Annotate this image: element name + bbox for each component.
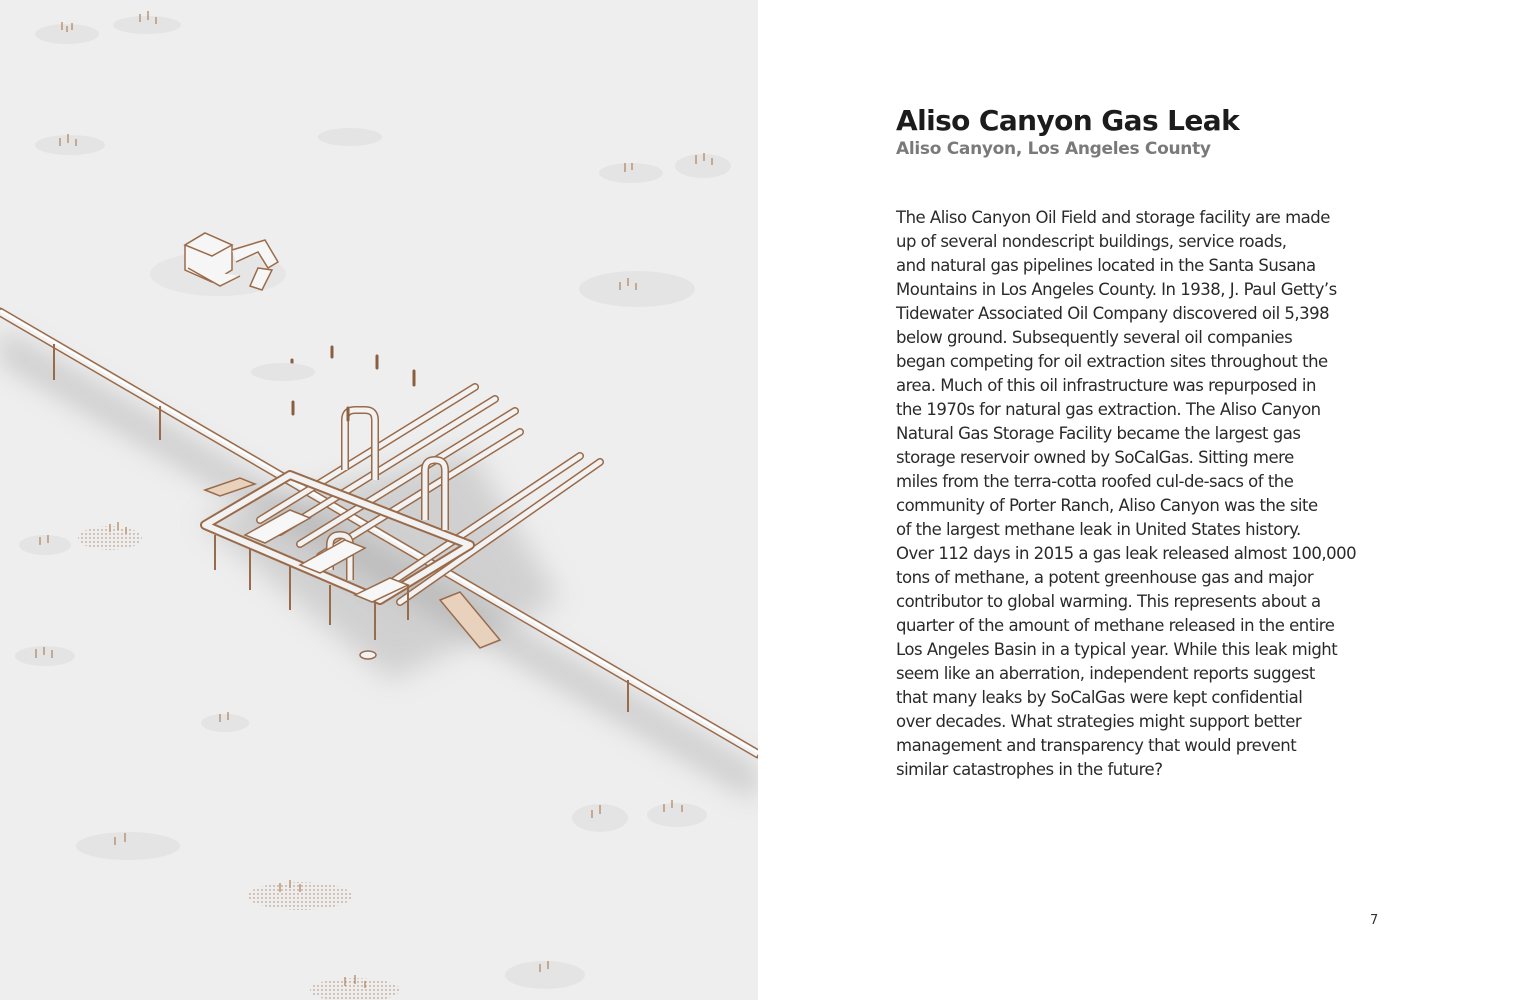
- body-line: Los Angeles Basin in a typical year. While this leak might: [896, 640, 1338, 659]
- body-line: community of Porter Ranch, Aliso Canyon was the site: [896, 496, 1318, 515]
- body-line: contributor to global warming. This represents about a: [896, 592, 1321, 611]
- body-line: quarter of the amount of methane released in the entire: [896, 616, 1335, 635]
- isometric-pipeline-illustration: [0, 0, 758, 1000]
- body-line: seem like an aberration, independent reports suggest: [896, 664, 1315, 683]
- body-line: and natural gas pipelines located in the Santa Susana: [896, 256, 1316, 275]
- excavator-icon: [150, 233, 286, 296]
- body-line: similar catastrophes in the future?: [896, 760, 1163, 779]
- page-title: Aliso Canyon Gas Leak: [896, 104, 1240, 137]
- body-line: Tidewater Associated Oil Company discovered oil 5,398: [896, 304, 1330, 323]
- body-line: up of several nondescript buildings, service roads,: [896, 232, 1287, 251]
- body-line: the 1970s for natural gas extraction. The Aliso Canyon: [896, 400, 1321, 419]
- body-line: Natural Gas Storage Facility became the largest gas: [896, 424, 1301, 443]
- body-line: tons of methane, a potent greenhouse gas and major: [896, 568, 1314, 587]
- body-line: area. Much of this oil infrastructure was repurposed in: [896, 376, 1316, 395]
- body-line: below ground. Subsequently several oil companies: [896, 328, 1293, 347]
- body-line: that many leaks by SoCalGas were kept confidential: [896, 688, 1303, 707]
- body-line: storage reservoir owned by SoCalGas. Sitting mere: [896, 448, 1294, 467]
- page-number: 7: [1370, 913, 1379, 928]
- ground-patch: [251, 363, 315, 381]
- body-line: management and transparency that would prevent: [896, 736, 1297, 755]
- body-line: miles from the terra-cotta roofed cul-de-sacs of the: [896, 472, 1294, 491]
- body-line: over decades. What strategies might support better: [896, 712, 1302, 731]
- body-line: Over 112 days in 2015 a gas leak released almost 100,000: [896, 544, 1357, 563]
- body-paragraph: [896, 206, 1396, 782]
- pipeline-drawing: [0, 0, 758, 1000]
- body-line: of the largest methane leak in United States history.: [896, 520, 1301, 539]
- page-subtitle: Aliso Canyon, Los Angeles County: [896, 139, 1211, 159]
- body-line: The Aliso Canyon Oil Field and storage facility are made: [896, 208, 1330, 227]
- body-line: Mountains in Los Angeles County. In 1938, J. Paul Getty’s: [896, 280, 1337, 299]
- body-line: began competing for oil extraction sites throughout the: [896, 352, 1328, 371]
